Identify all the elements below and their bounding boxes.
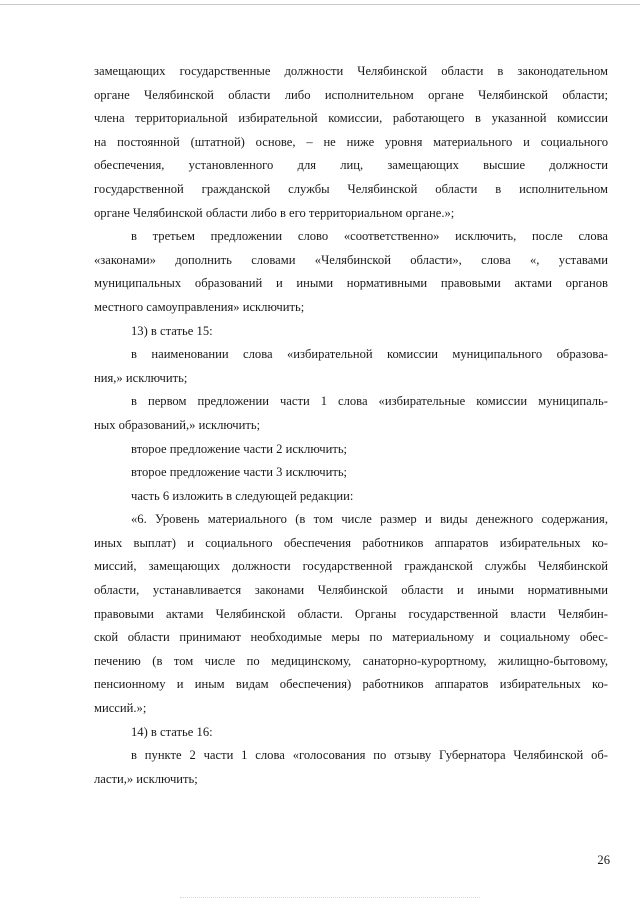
text-line: второе предложение части 2 исключить;: [131, 441, 348, 456]
text-line: в наименовании слова «избирательной комиссии муниципального образова-: [131, 347, 608, 362]
text-line: 13) в статье 15:: [131, 323, 213, 338]
text-line: обеспечения, установленного для лиц, замещающих высшие должности: [94, 158, 608, 173]
text-line: ской области принимают необходимые меры по материальному и социальному обес-: [94, 630, 608, 645]
text-line: в третьем предложении слово «соответственно» исключить, после слова: [131, 229, 608, 244]
text-line: в пункте 2 части 1 слова «голосования по отзыву Губернатора Челябинской об-: [131, 748, 608, 763]
text-line: государственной гражданской службы Челябинской области в исполнительном: [94, 181, 608, 196]
scan-edge-bottom: [180, 897, 480, 899]
text-line: пенсионному и иным видам обеспечения) работников аппаратов избирательных ко-: [94, 677, 608, 692]
text-line: ных образований,» исключить;: [94, 417, 261, 432]
text-line: часть 6 изложить в следующей редакции:: [131, 488, 354, 503]
scan-edge-top: [0, 4, 640, 7]
text-line: муниципальных образований и иными нормативными правовыми актами органов: [94, 276, 608, 291]
text-line: члена территориальной избирательной комиссии, работающего в указанной комиссии: [94, 111, 608, 126]
text-line: миссий.»;: [94, 701, 147, 716]
text-line: второе предложение части 3 исключить;: [131, 465, 348, 480]
text-line: правовыми актами Челябинской области. Органы государственной власти Челябин-: [94, 606, 608, 621]
text-line: печению (в том числе по медицинскому, санаторно-курортному, жилищно-бытовому,: [94, 653, 608, 668]
text-line: области, устанавливается законами Челябинской области и иными нормативными: [94, 583, 608, 598]
text-line: миссий, замещающих должности государственной гражданской службы Челябинской: [94, 559, 608, 574]
text-line: иных выплат) и социального обеспечения работников аппаратов избирательных ко-: [94, 535, 608, 550]
document-body: [94, 60, 608, 791]
text-line: на постоянной (штатной) основе, – не ниже уровня материального и социального: [94, 134, 608, 149]
text-line: ласти,» исключить;: [94, 771, 198, 786]
page-number: 26: [597, 853, 610, 867]
text-line: местного самоуправления» исключить;: [94, 299, 305, 314]
text-line: «6. Уровень материального (в том числе размер и виды денежного содержания,: [131, 512, 608, 527]
text-line: ния,» исключить;: [94, 370, 188, 385]
text-line: «законами» дополнить словами «Челябинской области», слова «, уставами: [94, 252, 608, 267]
text-line: в первом предложении части 1 слова «избирательные комиссии муниципаль-: [131, 394, 608, 409]
text-line: органе Челябинской области либо в его территориальном органе.»;: [94, 205, 455, 220]
text-line: 14) в статье 16:: [131, 724, 213, 739]
text-line: замещающих государственные должности Челябинской области в законодательном: [94, 64, 608, 78]
text-line: органе Челябинской области либо исполнительном органе Челябинской области;: [94, 87, 608, 102]
